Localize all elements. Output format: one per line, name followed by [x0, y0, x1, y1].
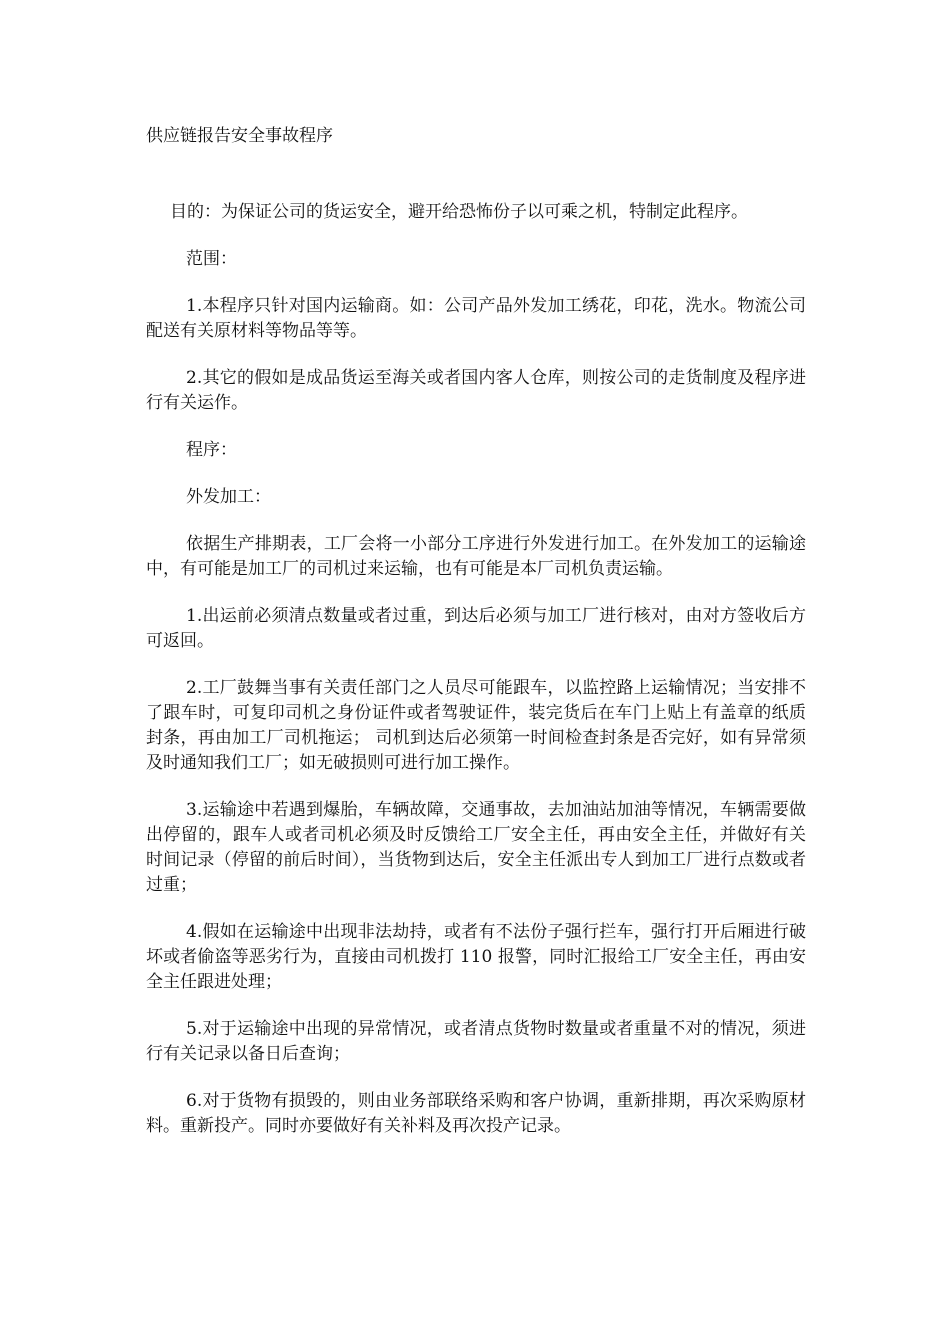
paragraph-procedure-item-1: 1.出运前必须清点数量或者过重，到达后必须与加工厂进行核对，由对方签收后方可返回。 [146, 606, 806, 651]
document-title: 供应链报告安全事故程序 [146, 126, 333, 146]
paragraph-purpose: 目的：为保证公司的货运安全，避开给恐怖份子以可乘之机，特制定此程序。 [170, 202, 748, 222]
paragraph-scope-item-1: 1.本程序只针对国内运输商。如：公司产品外发加工绣花，印花，洗水。物流公司配送有关原材料等物品等等。 [146, 296, 806, 341]
paragraph-procedure-item-3: 3.运输途中若遇到爆胎，车辆故障，交通事故，去加油站加油等情况，车辆需要做出停留的，跟车人或者司机必须及时反馈给工厂安全主任，再由安全主任，并做好有关时间记录（停留的前后时间），当货物到达后，安全主任派出专人到加工厂进行点数或者过重； [146, 800, 806, 895]
paragraph-procedure-item-6: 6.对于货物有损毁的，则由业务部联络采购和客户协调，重新排期，再次采购原材料。重新投产。同时亦要做好有关补料及再次投产记录。 [146, 1091, 806, 1136]
paragraph-procedure-item-2: 2.工厂鼓舞当事有关责任部门之人员尽可能跟车，以监控路上运输情况；当安排不了跟车时，可复印司机之身份证件或者驾驶证件，装完货后在车门上贴上有盖章的纸质封条，再由加工厂司机拖运； 司机到达后必须第一时间检查封条是否完好，如有异常须及时通知我们工厂；如无破损则可进行加工操作。 [146, 678, 806, 773]
paragraph-procedure-item-4: 4.假如在运输途中出现非法劫持，或者有不法份子强行拦车，强行打开后厢进行破坏或者偷盗等恶劣行为，直接由司机拨打 110 报警，同时汇报给工厂安全主任，再由安全主任跟进处理； [146, 922, 806, 992]
paragraph-outsourcing-heading: 外发加工： [186, 487, 271, 507]
paragraph-procedure-heading: 程序： [186, 440, 237, 460]
paragraph-outsourcing-intro: 依据生产排期表，工厂会将一小部分工序进行外发进行加工。在外发加工的运输途中，有可能是加工厂的司机过来运输，也有可能是本厂司机负责运输。 [146, 534, 806, 579]
paragraph-scope-heading: 范围： [186, 249, 237, 269]
paragraph-scope-item-2: 2.其它的假如是成品货运至海关或者国内客人仓库，则按公司的走货制度及程序进行有关运作。 [146, 368, 806, 413]
paragraph-procedure-item-5: 5.对于运输途中出现的异常情况，或者清点货物时数量或者重量不对的情况，须进行有关记录以备日后查询； [146, 1019, 806, 1064]
document-body [146, 200, 806, 1161]
